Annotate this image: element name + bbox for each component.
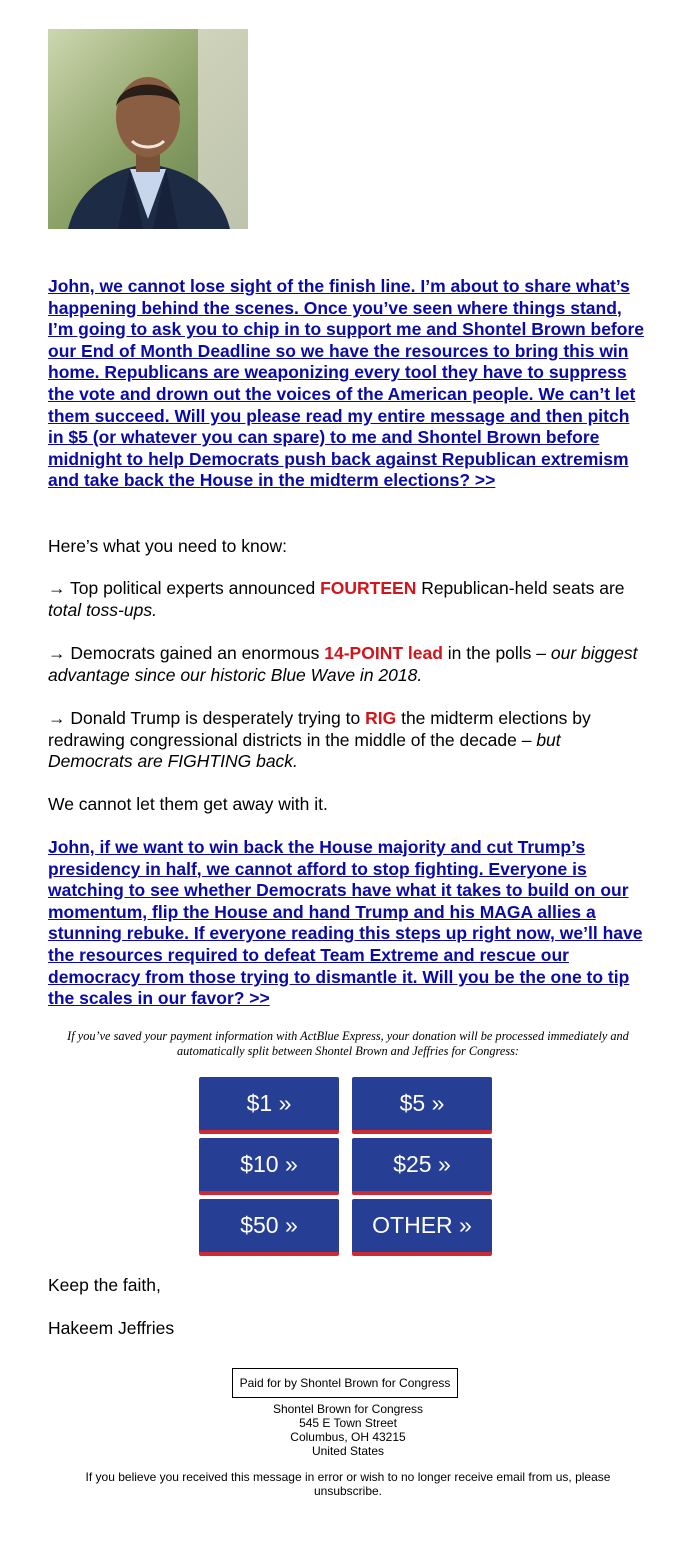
second-donate-link[interactable]: John, if we want to win back the House majority and cut Trump’s presidency in half, we cannot afford to stop fighting. Everyone is watching to see whether Democrats have what it takes to build on our momentum, flip the House and hand Trump and his MAGA allies a stunning rebuke. If everyone reading this steps up right now, we’ll have the resources required to defeat Team Extreme and rescue our democracy from those trying to dismantle it. Will you be the one to tip the scales in our favor? >> xyxy=(48,837,643,1009)
bullet-2 xyxy=(48,643,648,686)
intro-section xyxy=(48,276,648,492)
closing-text: Keep the faith, xyxy=(48,1275,161,1295)
bullet-1-italic: total toss-ups. xyxy=(48,599,157,620)
need-to-know-text: Here’s what you need to know: xyxy=(48,536,287,556)
donate-25-button[interactable]: $25 » xyxy=(352,1138,492,1195)
donate-1-button[interactable]: $1 » xyxy=(199,1077,339,1134)
bullet-2-highlight: 14-POINT lead xyxy=(324,643,443,663)
bullet-1-highlight: FOURTEEN xyxy=(320,578,417,598)
bullet-3-italic: but Democrats are FIGHTING back. xyxy=(48,729,561,772)
bullet-3 xyxy=(48,708,648,773)
actblue-fine-print: If you’ve saved your payment information with ActBlue Express, your donation will be processed immediately and automatically split between Shontel Brown and Jeffries for Congress: xyxy=(67,1029,629,1058)
portrait-image xyxy=(48,29,248,229)
address-line: United States xyxy=(311,1444,385,1458)
donate-10-button[interactable]: $10 » xyxy=(199,1138,339,1195)
bullet-2-text-end: in the polls – xyxy=(442,643,551,663)
intro-donate-link[interactable]: John, we cannot lose sight of the finish line. I’m about to share what’s happening behind the scenes. Once you’ve seen where things stand, I’m going to ask you to chip in to support me and Shontel Brown before our End of Month Deadline so we have the resources to bring this win home. Republicans are weaponizing every tool they have to suppress the vote and drown out the voices of the American people. We can’t let them succeed. Will you please read my entire message and then pitch in $5 (or whatever you can spare) to me and Shontel Brown before midnight to help Democrats push back against Republican extremism and take back the House in the midterm elections? >> xyxy=(48,276,644,491)
paid-for-disclaimer: Paid for by Shontel Brown for Congress xyxy=(232,1368,458,1398)
bullet-3-highlight: RIG xyxy=(365,708,397,728)
donate-50-button[interactable]: $50 » xyxy=(199,1199,339,1256)
address-line: Columbus, OH 43215 xyxy=(290,1430,406,1444)
second-section xyxy=(48,837,648,1010)
donate-other-button[interactable]: OTHER » xyxy=(352,1199,492,1256)
address-line: Shontel Brown for Congress xyxy=(272,1402,424,1416)
cannot-let-text: We cannot let them get away with it. xyxy=(48,794,328,814)
bullet-2-text: → Democrats gained an enormous xyxy=(48,643,325,663)
address-line: 545 E Town Street xyxy=(299,1416,397,1430)
bullet-1 xyxy=(48,578,648,621)
portrait-photo xyxy=(48,29,248,229)
signature-name: Hakeem Jeffries xyxy=(48,1318,175,1338)
bullet-3-text-end: the midterm elections by redrawing congressional districts in the middle of the decade – xyxy=(48,708,591,750)
donate-5-button[interactable]: $5 » xyxy=(352,1077,492,1134)
unsubscribe-text[interactable]: If you believe you received this message in error or wish to no longer receive email from us, please unsubscribe. xyxy=(85,1470,611,1498)
bullet-1-text: → Top political experts announced xyxy=(48,578,321,598)
bullet-3-text: → Donald Trump is desperately trying to xyxy=(48,708,366,728)
bullet-2-italic: our biggest advantage since our historic Blue Wave in 2018. xyxy=(48,643,638,685)
mailing-address xyxy=(48,1402,648,1458)
bullet-1-text-end: Republican-held seats are xyxy=(416,578,625,598)
